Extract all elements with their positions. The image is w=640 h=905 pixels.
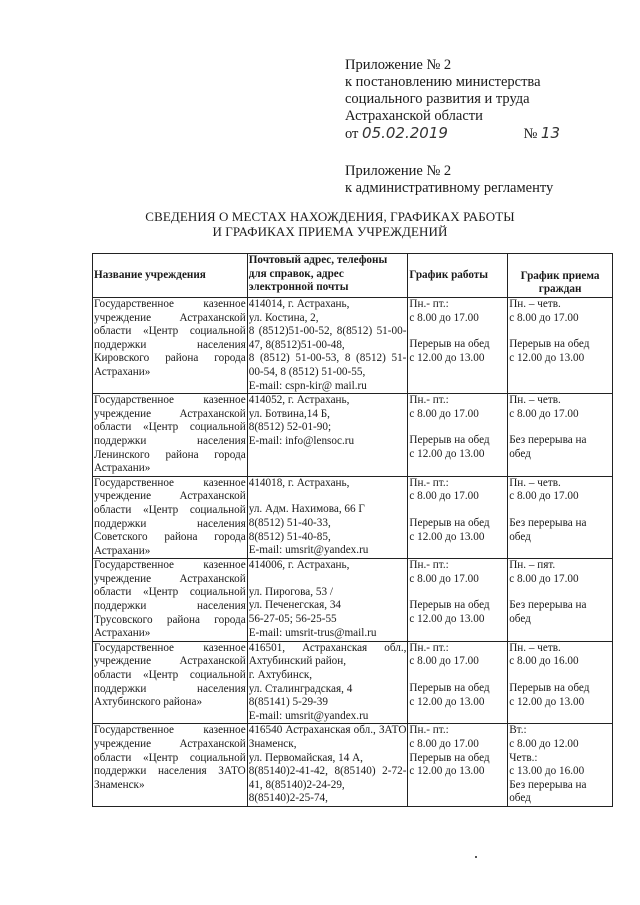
institution-address xyxy=(247,641,408,724)
reception-schedule-line: Без перерыва на xyxy=(509,516,587,529)
reception-schedule-line xyxy=(509,504,611,517)
institution-name: Государственное казенное учреждение Астраханской области «Центр социальной поддержки населения Ленинского района города Астрахани» xyxy=(93,394,248,477)
work-schedule-line: Перерыв на обед xyxy=(409,338,490,351)
reception-schedule-line: Пн. – пят. xyxy=(509,559,556,572)
work-schedule-line: Пн.- пт.: xyxy=(409,724,449,737)
date-field xyxy=(345,125,448,143)
work-schedule-line: Пн.- пт.: xyxy=(409,476,449,489)
work-schedule-line: Пн.- пт.: xyxy=(409,641,449,654)
number-field xyxy=(523,125,560,143)
work-schedule-line: с 8.00 до 17.00 xyxy=(409,311,479,324)
reception-schedule-line: Пн. – четв. xyxy=(509,298,561,310)
institution-address xyxy=(247,394,408,477)
work-schedule-line xyxy=(409,504,506,517)
reception-schedule-line: с 8.00 до 17.00 xyxy=(509,490,579,503)
institution-address-line: E-mail: umsrit-trus@mail.ru xyxy=(248,626,377,639)
work-schedule xyxy=(408,394,508,477)
header-name: Название учреждения xyxy=(93,254,248,298)
reception-schedule xyxy=(508,559,613,642)
appendix-header xyxy=(345,57,635,197)
institution-address-line: ул. Сталинградская, 4 xyxy=(248,682,353,695)
table-row xyxy=(93,724,613,807)
institution-name: Государственное казенное учреждение Астраханской области «Центр социальной поддержки населения Кировского района города Астрахани» xyxy=(93,298,248,394)
institution-address-line: 416540 Астраханская обл., ЗАТО Знаменск, xyxy=(248,724,407,750)
table-header-row xyxy=(93,254,613,298)
institution-address-line: 8(85140)2-41-42, 8(85140) 2-72-41, 8(85140)2-24-29, xyxy=(248,765,407,791)
institution-address-line: 8(85141) 5-29-39 xyxy=(248,696,328,709)
institution-address xyxy=(247,724,408,807)
work-schedule-line: с 12.00 до 13.00 xyxy=(409,447,485,460)
work-schedule-line: с 8.00 до 17.00 xyxy=(409,490,479,503)
work-schedule-line: Перерыв на обед xyxy=(409,434,490,447)
document-title xyxy=(120,209,540,239)
institution-name: Государственное казенное учреждение Астраханской области «Центр социальной поддержки населения ЗАТО Знаменск» xyxy=(93,724,248,807)
work-schedule-line: Перерыв на обед xyxy=(409,682,490,695)
reception-schedule-line: обед xyxy=(509,613,531,626)
work-schedule-line: с 8.00 до 17.00 xyxy=(409,655,479,668)
appendix-regulation-line: к административному регламенту xyxy=(345,180,554,196)
header-work: График работы xyxy=(408,254,508,298)
reception-schedule-line: с 8.00 до 16.00 xyxy=(509,655,579,668)
table-row xyxy=(93,559,613,642)
reception-schedule-line xyxy=(509,586,611,599)
work-schedule xyxy=(408,641,508,724)
institution-address-line: 414006, г. Астрахань, xyxy=(248,559,350,572)
reception-schedule-line: обед xyxy=(509,447,531,460)
handwritten-date: 05.02.2019 xyxy=(362,124,448,142)
institution-address xyxy=(247,298,408,394)
institution-address-line: 8(85140)2-25-74, xyxy=(248,792,328,805)
header-reception: График приема граждан xyxy=(508,254,613,298)
institution-address-line: 56-27-05; 56-25-55 xyxy=(248,613,337,626)
institution-address-line: 416501, Астраханская обл., Ахтубинский район, xyxy=(248,641,407,668)
reception-schedule-line: с 8.00 до 17.00 xyxy=(509,407,579,420)
work-schedule-line: с 12.00 до 13.00 xyxy=(409,695,485,708)
work-schedule-line xyxy=(409,325,506,338)
institution-address-line xyxy=(249,490,407,503)
handwritten-number: 13 xyxy=(540,124,560,142)
work-schedule-line: Пн.- пт.: xyxy=(409,394,449,407)
institution-address-line: ул. Пирогова, 53 / xyxy=(248,585,333,598)
institution-address-line: 8 (8512) 51-00-53, 8 (8512) 51-00-54, 8 (8512) 51-00-55, xyxy=(248,352,407,378)
institution-address xyxy=(247,476,408,559)
work-schedule-line: Перерыв на обед xyxy=(409,599,490,612)
reception-schedule-line xyxy=(509,421,611,434)
reception-schedule xyxy=(508,476,613,559)
table-row xyxy=(93,641,613,724)
reception-schedule-line xyxy=(509,325,611,338)
institution-address xyxy=(247,559,408,642)
institution-name: Государственное казенное учреждение Астраханской области «Центр социальной поддержки населения Советского района города Астрахани» xyxy=(93,476,248,559)
reception-schedule-line: Перерыв на обед xyxy=(509,338,590,351)
institution-address-line: 8(8512) 51-40-33, xyxy=(248,516,331,529)
work-schedule-line xyxy=(409,586,506,599)
work-schedule-line: с 8.00 до 17.00 xyxy=(409,572,479,585)
work-schedule-line: с 8.00 до 17.00 xyxy=(409,738,479,750)
reception-schedule-line: Вт.: xyxy=(509,724,527,737)
work-schedule-line xyxy=(409,669,506,682)
work-schedule xyxy=(408,559,508,642)
reception-schedule xyxy=(508,394,613,477)
institutions-table xyxy=(92,253,613,807)
reception-schedule-line: с 12.00 до 13.00 xyxy=(509,695,585,708)
institution-address-line: ул. Адм. Нахимова, 66 Г xyxy=(248,503,365,516)
reception-schedule-line: Четв.: xyxy=(509,751,538,764)
institution-name: Государственное казенное учреждение Астраханской области «Центр социальной поддержки населения Ахтубинского района» xyxy=(93,641,248,724)
reception-schedule-line: с 8.00 до 17.00 xyxy=(509,572,579,585)
institution-address-line: 8 (8512)51-00-52, 8(8512) 51-00-47, 8(8512)51-00-48, xyxy=(248,325,407,351)
institution-address-line: 8(8512) 52-01-90; xyxy=(248,421,332,434)
work-schedule-line: Пн.- пт.: xyxy=(409,298,449,310)
reception-schedule-line: обед xyxy=(509,792,531,805)
reception-schedule-line: Перерыв на обед xyxy=(509,682,590,695)
reception-schedule-line: с 8.00 до 17.00 xyxy=(509,311,579,324)
work-schedule-line: Перерыв на обед xyxy=(409,751,490,764)
institution-address-line: E-mail: umsrit@yandex.ru xyxy=(248,709,369,722)
work-schedule-line: с 12.00 до 13.00 xyxy=(409,765,485,778)
number-label: № xyxy=(523,126,538,142)
work-schedule xyxy=(408,476,508,559)
reception-schedule-line: Пн. – четв. xyxy=(509,394,561,407)
institution-address-line: ул. Печенегская, 34 xyxy=(248,599,342,612)
header-address: Почтовый адрес, телефоны для справок, адрес электронной почты xyxy=(247,254,408,298)
from-label: от xyxy=(345,126,359,142)
work-schedule-line: с 12.00 до 13.00 xyxy=(409,351,485,364)
title-line-1: СВЕДЕНИЯ О МЕСТАХ НАХОЖДЕНИЯ, ГРАФИКАХ РАБОТЫ xyxy=(145,209,515,224)
institution-address-line: 414014, г. Астрахань, xyxy=(248,298,350,310)
title-line-2: И ГРАФИКАХ ПРИЕМА УЧРЕЖДЕНИЙ xyxy=(212,224,448,239)
work-schedule-line xyxy=(409,421,506,434)
institution-address-line: 414018, г. Астрахань, xyxy=(248,476,350,489)
institution-address-line: г. Ахтубинск, xyxy=(248,669,313,682)
table-row xyxy=(93,476,613,559)
work-schedule xyxy=(408,298,508,394)
work-schedule-line: Пн.- пт.: xyxy=(409,559,449,572)
reception-schedule-line: Без перерыва на xyxy=(509,778,587,791)
appendix-ministry-line: социального развития и труда xyxy=(345,91,530,107)
institution-address-line: E-mail: info@lensoc.ru xyxy=(248,434,355,447)
reception-schedule-line: Без перерыва на xyxy=(509,434,587,447)
institution-name: Государственное казенное учреждение Астраханской области «Центр социальной поддержки населения Трусовского района города Астрахани» xyxy=(93,559,248,642)
institution-address-line: ул. Костина, 2, xyxy=(248,311,319,324)
institution-address-line: 8(8512) 51-40-85, xyxy=(248,530,331,543)
reception-schedule-line: Пн. – четв. xyxy=(509,641,561,654)
table-row xyxy=(93,298,613,394)
reception-schedule-line: с 13.00 до 16.00 xyxy=(509,765,585,778)
work-schedule-line: с 12.00 до 13.00 xyxy=(409,613,485,626)
reception-schedule-line: обед xyxy=(509,530,531,543)
work-schedule xyxy=(408,724,508,807)
institution-address-line: ул. Первомайская, 14 А, xyxy=(248,751,363,764)
appendix-decree-line: к постановлению министерства xyxy=(345,74,541,90)
reception-schedule xyxy=(508,724,613,807)
reception-schedule-line: Пн. – четв. xyxy=(509,476,561,489)
work-schedule-line: с 8.00 до 17.00 xyxy=(409,407,479,420)
appendix-region-line: Астраханской области xyxy=(345,108,483,124)
institution-address-line: E-mail: umsrit@yandex.ru xyxy=(248,544,369,557)
institution-address-line xyxy=(249,573,407,586)
appendix-title-2: Приложение № 2 xyxy=(345,163,452,179)
table-row xyxy=(93,394,613,477)
scan-speck xyxy=(475,856,477,858)
appendix-date-number-line xyxy=(345,125,560,143)
institution-address-line: ул. Ботвина,14 Б, xyxy=(248,407,330,420)
appendix-title: Приложение № 2 xyxy=(345,57,452,73)
work-schedule-line: с 12.00 до 13.00 xyxy=(409,530,485,543)
reception-schedule-line: с 12.00 до 13.00 xyxy=(509,351,585,364)
reception-schedule xyxy=(508,641,613,724)
reception-schedule xyxy=(508,298,613,394)
work-schedule-line: Перерыв на обед xyxy=(409,516,490,529)
institution-address-line: E-mail: cspn-kir@ mail.ru xyxy=(248,379,367,392)
reception-schedule-line: Без перерыва на xyxy=(509,599,587,612)
reception-schedule-line xyxy=(509,669,611,682)
institution-address-line: 414052, г. Астрахань, xyxy=(248,394,350,407)
reception-schedule-line: с 8.00 до 12.00 xyxy=(509,738,579,750)
